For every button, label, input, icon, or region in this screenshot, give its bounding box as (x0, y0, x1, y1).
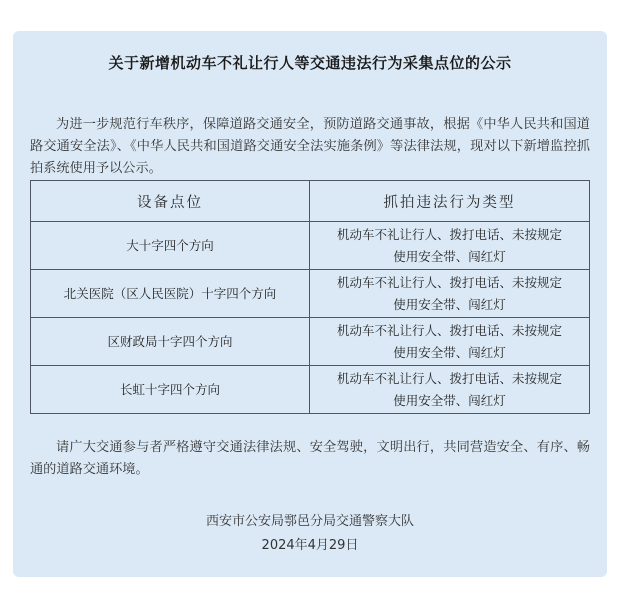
header-device-location: 设备点位 (31, 181, 310, 222)
table-row (31, 222, 590, 270)
device-location: 北关医院（区人民医院）十字四个方向 (31, 270, 310, 318)
device-location: 区财政局十字四个方向 (31, 318, 310, 366)
table-row (31, 318, 590, 366)
closing-paragraph: 请广大交通参与者严格遵守交通法律法规、安全驾驶，文明出行，共同营造安全、有序、畅通的道路交通环境。 (30, 440, 590, 478)
device-location: 长虹十字四个方向 (31, 366, 310, 414)
issue-date: 2024年4月29日 (261, 538, 359, 553)
table-row (31, 366, 590, 414)
table-header-row (31, 181, 590, 222)
violation-type: 机动车不礼让行人、拨打电话、未按规定使用安全带、闯红灯 (310, 318, 590, 366)
notice-title: 关于新增机动车不礼让行人等交通违法行为采集点位的公示 (108, 54, 512, 72)
table-row (31, 270, 590, 318)
violation-type: 机动车不礼让行人、拨打电话、未按规定使用安全带、闯红灯 (310, 222, 590, 270)
device-location: 大十字四个方向 (31, 222, 310, 270)
issuer-name: 西安市公安局鄠邑分局交通警察大队 (205, 514, 414, 529)
violation-type: 机动车不礼让行人、拨打电话、未按规定使用安全带、闯红灯 (310, 270, 590, 318)
violation-type: 机动车不礼让行人、拨打电话、未按规定使用安全带、闯红灯 (310, 366, 590, 414)
intro-paragraph: 为进一步规范行车秩序，保障道路交通安全，预防道路交通事故，根据《中华人民共和国道路交通安全法》、《中华人民共和国道路交通安全法实施条例》等法律法规，现对以下新增监控抓拍系统使用予以公示。 (30, 117, 590, 177)
header-violation-type: 抓拍违法行为类型 (310, 181, 590, 222)
signature-block (0, 510, 620, 558)
device-table (30, 180, 590, 414)
